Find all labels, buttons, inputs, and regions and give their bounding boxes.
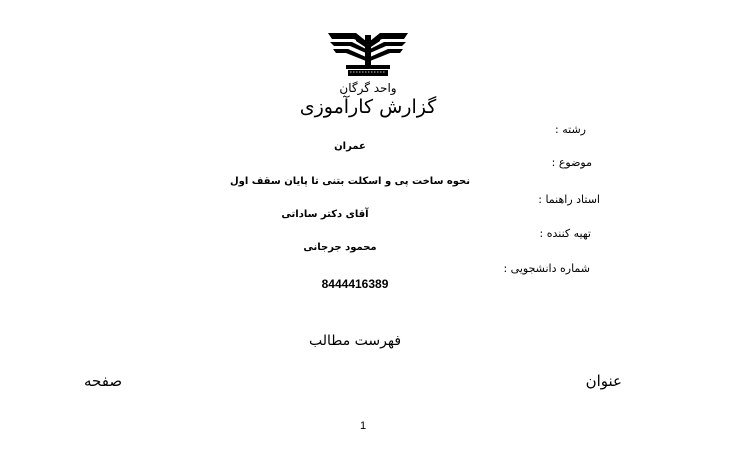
toc-column-title: عنوان [585,372,622,390]
subject-value: نحوه ساخت پی و اسکلت بتنی تا پایان سقف اول [229,176,471,187]
preparer-value: محمود جرجانی [303,242,377,253]
azad-university-emblem-icon [326,29,410,77]
toc-title: فهرست مطالب [308,333,402,349]
supervisor-value: آقای دکتر ساداتی [281,209,369,220]
student-id-value: 8444416389 [321,277,389,291]
field-label: رشته : [555,123,586,136]
university-unit: واحد گرگان [339,81,397,95]
subject-label: موضوع : [551,156,592,169]
field-value: عمران [334,141,366,152]
supervisor-label: استاد راهنما : [538,193,600,206]
student-id-label: شماره دانشجویی : [503,262,590,275]
preparer-label: تهیه کننده : [539,227,591,240]
toc-column-page: صفحه [84,372,123,390]
report-title: گزارش کارآموزی [299,96,437,118]
page-number: 1 [359,420,367,432]
